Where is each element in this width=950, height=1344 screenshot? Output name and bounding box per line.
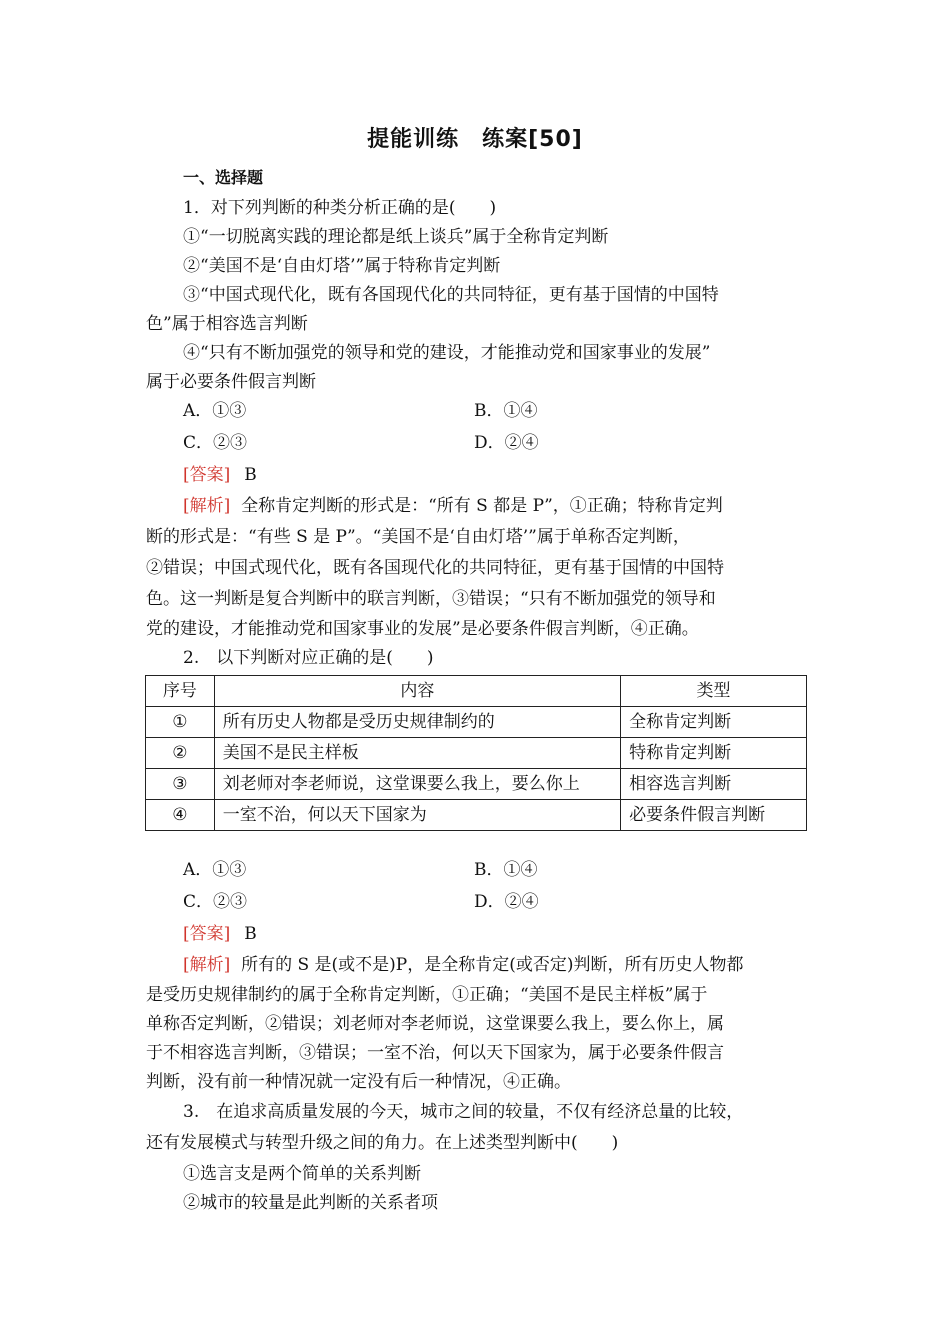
table-row	[146, 800, 807, 831]
analysis-tag: [解析]	[183, 496, 231, 516]
q2-analysis-line	[183, 953, 744, 977]
q3-stem: 还有发展模式与转型升级之间的角力。在上述类型判断中( )	[146, 1133, 619, 1153]
table-header: 序号	[146, 676, 215, 707]
table-cell-content: 美国不是民主样板	[214, 738, 620, 769]
q1-item: 属于必要条件假言判断	[146, 372, 316, 392]
q1-stem: 1．对下列判断的种类分析正确的是( )	[183, 198, 497, 218]
q1-option-b: B．①④	[474, 401, 538, 421]
table-cell-no: ①	[146, 707, 215, 738]
table-cell-type: 必要条件假言判断	[621, 800, 807, 831]
q2-option-d: D．②④	[474, 892, 539, 912]
analysis-tag: [解析]	[183, 955, 231, 975]
q1-analysis-line: 党的建设，才能推动党和国家事业的发展”是必要条件假言判断，④正确。	[146, 619, 699, 639]
q1-item: ②“美国不是‘自由灯塔’”属于特称肯定判断	[183, 256, 501, 276]
q3-item: ②城市的较量是此判断的关系者项	[183, 1193, 438, 1213]
q1-answer	[183, 463, 257, 487]
q1-analysis-line	[183, 494, 723, 518]
q1-option-c: C．②③	[183, 433, 248, 453]
q3-item: ①选言支是两个简单的关系判断	[183, 1164, 421, 1184]
q2-option-b: B．①④	[474, 860, 538, 880]
table-cell-type: 全称肯定判断	[621, 707, 807, 738]
table-header-row	[146, 676, 807, 707]
analysis-text: 所有的 S 是(或不是)P，是全称肯定(或否定)判断，所有历史人物都	[241, 955, 744, 975]
table-cell-no: ④	[146, 800, 215, 831]
q1-item: ③“中国式现代化，既有各国现代化的共同特征，更有基于国情的中国特	[183, 285, 719, 305]
table-cell-no: ③	[146, 769, 215, 800]
q2-table	[145, 675, 807, 831]
section-heading: 一、选择题	[183, 168, 264, 187]
table-row	[146, 707, 807, 738]
table-header: 类型	[621, 676, 807, 707]
table-row	[146, 769, 807, 800]
table-cell-content: 所有历史人物都是受历史规律制约的	[214, 707, 620, 738]
answer-value: B	[244, 465, 257, 485]
q1-option-d: D．②④	[474, 433, 539, 453]
answer-tag: [答案]	[183, 465, 231, 485]
table-cell-content: 一室不治，何以天下国家为	[214, 800, 620, 831]
answer-tag: [答案]	[183, 924, 231, 944]
table-cell-type: 相容选言判断	[621, 769, 807, 800]
q1-item: ①“一切脱离实践的理论都是纸上谈兵”属于全称肯定判断	[183, 227, 609, 247]
q2-analysis-line: 是受历史规律制约的属于全称肯定判断，①正确；“美国不是民主样板”属于	[146, 985, 708, 1005]
q2-analysis-line: 判断，没有前一种情况就一定没有后一种情况，④正确。	[146, 1072, 571, 1092]
q1-item: ④“只有不断加强党的领导和党的建设，才能推动党和国家事业的发展”	[183, 343, 711, 363]
analysis-text: 全称肯定判断的形式是：“所有 S 都是 P”，①正确；特称肯定判	[241, 496, 723, 516]
q1-item: 色”属于相容选言判断	[146, 314, 308, 334]
page-title: 提能训练 练案[50]	[367, 127, 583, 152]
table-cell-type: 特称肯定判断	[621, 738, 807, 769]
table-header: 内容	[214, 676, 620, 707]
q2-stem: 2. 以下判断对应正确的是( )	[183, 648, 434, 668]
table-cell-no: ②	[146, 738, 215, 769]
q1-analysis-line: ②错误；中国式现代化，既有各国现代化的共同特征，更有基于国情的中国特	[146, 558, 724, 578]
q1-option-a: A．①③	[183, 401, 247, 421]
q2-answer	[183, 922, 257, 946]
table-cell-content: 刘老师对李老师说，这堂课要么我上，要么你上	[214, 769, 620, 800]
q2-analysis-line: 单称否定判断，②错误；刘老师对李老师说，这堂课要么我上，要么你上，属	[146, 1014, 724, 1034]
table-row	[146, 738, 807, 769]
answer-value: B	[244, 924, 257, 944]
q1-analysis-line: 断的形式是：“有些 S 是 P”。“美国不是‘自由灯塔’”属于单称否定判断，	[146, 527, 690, 547]
q1-analysis-line: 色。这一判断是复合判断中的联言判断，③错误；“只有不断加强党的领导和	[146, 589, 716, 609]
q2-option-a: A．①③	[183, 860, 247, 880]
q2-analysis-line: 于不相容选言判断，③错误；一室不治，何以天下国家为，属于必要条件假言	[146, 1043, 724, 1063]
q3-stem: 3. 在追求高质量发展的今天，城市之间的较量，不仅有经济总量的比较，	[183, 1102, 744, 1122]
q2-option-c: C．②③	[183, 892, 248, 912]
